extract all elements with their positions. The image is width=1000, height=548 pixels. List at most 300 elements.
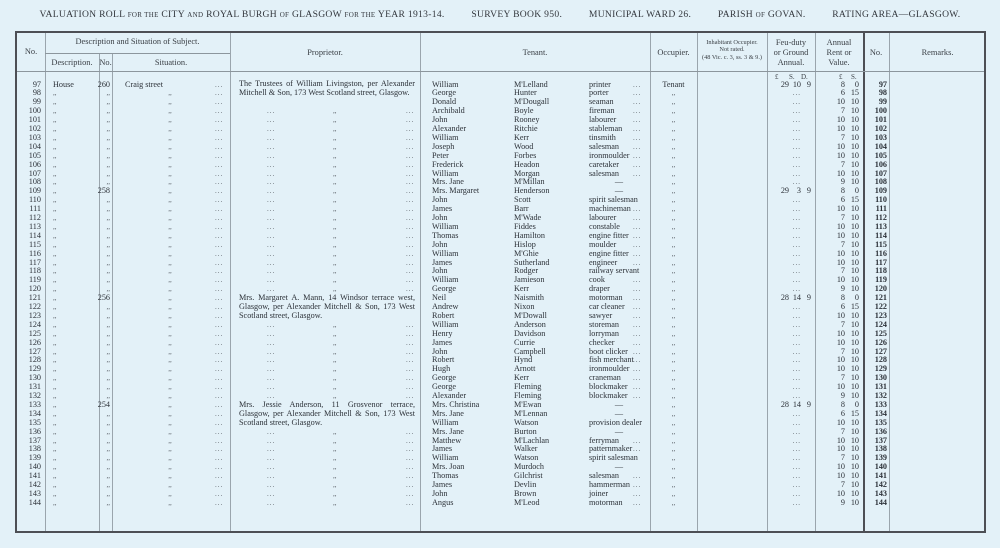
row-tenant-first: George (432, 88, 456, 98)
row-tenant-last: Henderson (514, 186, 550, 196)
row-tenant-first: Alexander (432, 391, 467, 400)
row-tenant-occupation: joiner (589, 488, 609, 498)
row-proprietor-dots-left: ... (267, 240, 276, 249)
row-tenant-first: Thomas (432, 230, 459, 240)
row-feu-pounds: ... (792, 409, 801, 418)
row-no-2: 105 (874, 150, 887, 160)
row-feu-pounds: ... (792, 89, 801, 98)
row-description: ,, (53, 320, 57, 329)
row-proprietor-ditto: ,, (333, 142, 337, 151)
row-rent-shillings: 10 (850, 266, 859, 276)
row-tenant-last: Hislop (514, 239, 536, 249)
row-no: 119 (29, 275, 41, 285)
row-rent-pounds: 10 (836, 435, 845, 445)
row-no-2: 103 (874, 132, 887, 142)
row-tenant-first: George (432, 382, 456, 392)
row-tenant-occupation: motorman (589, 293, 623, 303)
row-number: ,, (106, 383, 110, 392)
row-proprietor-dots-left: ... (267, 178, 276, 187)
row-proprietor-dots-right: ... (406, 116, 415, 125)
row-situation: ,, (168, 160, 172, 169)
row-tenant-occupation: patternmaker (589, 444, 633, 454)
row-occupier: ,, (671, 187, 676, 196)
row-number: ,, (106, 231, 110, 240)
row-no: 143 (28, 488, 41, 498)
row-proprietor-dots-right: ... (406, 338, 415, 347)
row-rent-shillings: 10 (850, 248, 859, 258)
row-rent-pounds: 9 (840, 391, 845, 400)
subheader-divider (45, 53, 230, 54)
row-rent-pounds: 8 (840, 399, 845, 409)
row-tenant-last: Campbell (514, 346, 546, 356)
row-proprietor-dots-right: ... (406, 240, 415, 249)
row-situation-dots: ... (215, 365, 224, 374)
row-situation-dots: ... (215, 107, 224, 116)
row-situation: ,, (168, 400, 172, 409)
row-number: ,, (106, 329, 110, 338)
row-rent-pounds: 10 (836, 382, 845, 392)
row-feu-pounds: ... (792, 240, 801, 249)
header-feu-line2: or Ground (773, 48, 809, 57)
header-inhabitant-occupier (697, 39, 767, 61)
row-situation: ,, (168, 240, 172, 249)
row-no-2: 138 (874, 444, 887, 454)
row-rent-pounds: 10 (836, 257, 845, 267)
row-situation-dots: ... (215, 427, 224, 436)
header-tenant: Tenant. (522, 48, 548, 57)
row-situation-dots: ... (215, 187, 224, 196)
row-proprietor-ditto: ,, (333, 107, 337, 116)
row-tenant-occupation: seaman (589, 97, 614, 107)
row-number: ,, (106, 311, 110, 320)
row-rent-pounds: 7 (840, 373, 845, 383)
row-occupier: ,, (671, 498, 676, 507)
row-feu-pounds: ... (792, 392, 801, 400)
row-tenant-last: Rooney (514, 115, 540, 125)
row-situation: ,, (168, 329, 172, 338)
row-proprietor-dots-right: ... (406, 463, 415, 472)
row-situation-dots: ... (215, 133, 224, 142)
row-no: 129 (28, 364, 41, 374)
row-situation: ,, (168, 196, 172, 205)
row-occupier: ,, (671, 329, 676, 338)
row-proprietor-dots-right: ... (406, 365, 415, 374)
row-occupier: ,, (671, 383, 676, 392)
row-rent-pounds: 10 (836, 488, 845, 498)
row-proprietor-dots-right: ... (406, 249, 415, 258)
row-proprietor-ditto: ,, (333, 276, 337, 285)
row-situation-dots: ... (215, 142, 224, 151)
row-tenant-last: Hunter (514, 88, 537, 98)
row-occupier: ,, (671, 107, 676, 116)
row-proprietor-ditto: ,, (333, 258, 337, 267)
header-remarks: Remarks. (921, 48, 954, 57)
header-inhabitant-line2: Not rated. (719, 46, 745, 54)
row-occupier: ,, (671, 169, 676, 178)
row-proprietor-ditto: ,, (333, 240, 337, 249)
row-tenant-last: Wood (514, 141, 534, 151)
row-tenant-occupation: salesman (589, 471, 620, 481)
row-situation-dots: ... (215, 116, 224, 125)
row-tenant-last: Walker (514, 444, 538, 454)
row-occupation-dots: ... (633, 125, 642, 133)
row-situation: ,, (168, 445, 172, 454)
row-proprietor-dots-right: ... (406, 222, 415, 231)
row-situation-dots: ... (215, 205, 224, 214)
row-occupation-dots: ... (633, 436, 642, 445)
row-rent-pounds: 10 (836, 337, 845, 347)
row-proprietor-ditto: ,, (333, 267, 337, 276)
row-feu-pounds: ... (792, 133, 801, 142)
header-rent-line3: Value. (828, 58, 850, 67)
row-proprietor-ditto: ,, (333, 214, 337, 222)
row-situation-dots: ... (215, 214, 224, 222)
row-rent-pounds: 7 (840, 132, 845, 142)
row-number: ,, (106, 125, 110, 133)
row-rent-pounds: 10 (836, 150, 845, 160)
row-tenant-occupation: fish merchant (589, 355, 634, 365)
row-no-2: 107 (874, 168, 887, 178)
row-proprietor-dots-left: ... (267, 347, 276, 356)
row-proprietor-dots-left: ... (267, 196, 276, 205)
row-tenant-first: John (432, 115, 448, 125)
row-description: ,, (53, 231, 57, 240)
header-rent-line1: Annual (826, 38, 852, 47)
row-no-2: 119 (875, 275, 887, 285)
row-feu-pounds: 28 (780, 399, 789, 409)
row-rent-shillings: 10 (850, 97, 859, 107)
row-proprietor-dots-right: ... (406, 231, 415, 240)
row-occupier: ,, (671, 338, 676, 347)
row-proprietor-dots-right: ... (406, 383, 415, 392)
row-occupation-dots: ... (633, 338, 642, 347)
row-situation-dots: ... (215, 454, 224, 463)
row-proprietor-dots-right: ... (406, 267, 415, 276)
row-description: ,, (53, 249, 57, 258)
row-number: ,, (106, 116, 110, 125)
row-no: 97 (32, 79, 41, 89)
row-tenant-occupation: — (614, 177, 624, 187)
row-situation: ,, (168, 489, 172, 498)
row-proprietor-dots-left: ... (267, 160, 276, 169)
row-occupier: ,, (671, 160, 676, 169)
row-no-2: 139 (874, 453, 887, 463)
row-feu-pounds: ... (792, 249, 801, 258)
row-feu-pounds: ... (792, 365, 801, 374)
row-feu-pounds: ... (792, 160, 801, 169)
row-number: ,, (106, 160, 110, 169)
row-proprietor-dots-left: ... (267, 374, 276, 383)
row-rent-pounds: 10 (836, 97, 845, 107)
row-feu-pounds: ... (792, 445, 801, 454)
row-occupation-dots: ... (633, 489, 642, 498)
row-description: ,, (53, 481, 57, 489)
row-no: 126 (28, 337, 41, 347)
header-feu-line1: Feu-duty (775, 38, 807, 47)
header-situation: Situation. (154, 58, 188, 67)
row-occupier: ,, (671, 463, 676, 472)
row-situation: ,, (168, 454, 172, 463)
row-proprietor-dots-right: ... (406, 205, 415, 214)
row-description: ,, (53, 356, 57, 365)
row-rent-shillings: 10 (850, 497, 859, 507)
row-tenant-first: John (432, 195, 448, 205)
row-description: ,, (53, 160, 57, 169)
row-rent-pounds: 10 (836, 168, 845, 178)
title-for-the-2: FOR THE (344, 11, 376, 19)
row-number: ,, (106, 427, 110, 436)
row-tenant-last: Watson (514, 417, 539, 427)
row-tenant-occupation: blockmaker (589, 391, 628, 400)
row-tenant-occupation: fireman (589, 106, 615, 116)
row-feu-pounds: ... (792, 267, 801, 276)
row-situation: ,, (168, 498, 172, 507)
row-proprietor-dots-left: ... (267, 276, 276, 285)
row-no-2: 102 (874, 124, 887, 133)
row-no: 132 (28, 391, 41, 400)
row-description: ,, (53, 400, 57, 409)
row-tenant-first: John (432, 239, 448, 249)
municipal-ward: MUNICIPAL WARD 26. (588, 9, 692, 20)
row-number: ,, (106, 249, 110, 258)
row-rent-pounds: 6 (840, 195, 845, 205)
row-occupier: ,, (671, 365, 676, 374)
row-tenant-first: Henry (432, 328, 453, 338)
row-proprietor-dots-left: ... (267, 107, 276, 116)
row-feu-shillings: 14 (792, 399, 801, 409)
row-rent-pounds: 7 (840, 213, 845, 222)
row-tenant-occupation: hammerman (589, 480, 630, 489)
row-rent-shillings: 10 (850, 204, 859, 214)
row-no-2: 140 (874, 462, 887, 472)
row-feu-pounds: ... (792, 311, 801, 320)
row-feu-pounds: ... (792, 142, 801, 151)
row-rent-pounds: 10 (836, 328, 845, 338)
row-occupier: ,, (671, 222, 676, 231)
row-tenant-first: James (432, 204, 453, 214)
row-situation: ,, (168, 347, 172, 356)
row-feu-pence: 9 (806, 79, 811, 89)
row-occupier: ,, (671, 116, 676, 125)
row-situation: ,, (168, 427, 172, 436)
row-feu-pounds: ... (792, 489, 801, 498)
row-occupation-dots: ... (633, 169, 642, 178)
row-rent-shillings: 10 (850, 221, 859, 231)
row-proprietor-ditto: ,, (333, 285, 337, 294)
row-occupation-dots: ... (633, 329, 642, 338)
row-tenant-last: Morgan (514, 168, 540, 178)
row-feu-pounds: 28 (780, 293, 789, 303)
row-feu-pounds: ... (792, 498, 801, 507)
row-occupation-dots: ... (633, 374, 642, 383)
row-rent-shillings: 10 (850, 328, 859, 338)
row-situation: ,, (168, 285, 172, 294)
row-tenant-first: Archibald (432, 106, 465, 116)
row-feu-pounds: 29 (780, 186, 789, 196)
row-feu-pounds: ... (792, 151, 801, 160)
row-tenant-occupation: stableman (589, 124, 623, 133)
row-number: 260 (97, 79, 110, 89)
row-rent-shillings: 10 (850, 444, 859, 454)
row-proprietor-ditto: ,, (333, 356, 337, 365)
row-feu-pounds: ... (792, 374, 801, 383)
row-tenant-occupation: salesman (589, 141, 620, 151)
row-situation-dots: ... (215, 303, 224, 311)
row-proprietor-dots-right: ... (406, 481, 415, 489)
row-proprietor-ditto: ,, (333, 383, 337, 392)
row-situation: ,, (168, 338, 172, 347)
row-feu-pence: 9 (806, 399, 811, 409)
row-occupation-dots: ... (633, 231, 642, 240)
row-situation: ,, (168, 472, 172, 481)
row-proprietor-dots-right: ... (406, 187, 415, 196)
row-situation-dots: ... (215, 125, 224, 133)
row-tenant-last: Arnott (514, 364, 536, 374)
row-tenant-first: Matthew (432, 435, 462, 445)
row-proprietor-ditto: ,, (333, 187, 337, 196)
row-situation: ,, (168, 374, 172, 383)
row-number: ,, (106, 142, 110, 151)
row-rent-shillings: 0 (854, 293, 859, 303)
row-no: 140 (28, 462, 41, 472)
row-occupier: ,, (671, 409, 676, 418)
row-proprietor-dots-left: ... (267, 285, 276, 294)
row-feu-pounds: ... (792, 338, 801, 347)
row-rent-pounds: 10 (836, 310, 845, 320)
row-tenant-last: Fleming (514, 391, 542, 400)
row-number: ,, (106, 196, 110, 205)
row-situation-dots: ... (215, 463, 224, 472)
row-feu-pounds: ... (792, 285, 801, 294)
row-rent-pounds: 10 (836, 221, 845, 231)
row-description: ,, (53, 258, 57, 267)
header-occupier: Occupier. (657, 48, 690, 57)
row-situation-dots: ... (215, 196, 224, 205)
row-situation: ,, (168, 463, 172, 472)
feu-shilling-unit: S. (789, 73, 795, 81)
row-occupation-dots: ... (633, 498, 642, 507)
row-proprietor-dots-left: ... (267, 222, 276, 231)
row-tenant-first: William (432, 453, 459, 463)
row-feu-pounds: ... (792, 125, 801, 133)
row-rent-shillings: 10 (850, 284, 859, 294)
row-occupier: Tenant (662, 79, 685, 89)
row-rent-shillings: 10 (850, 462, 859, 472)
row-feu-pounds: ... (792, 463, 801, 472)
row-no-2: 134 (874, 408, 887, 418)
row-tenant-last: Naismith (514, 293, 545, 303)
row-occupier: ,, (671, 142, 676, 151)
row-tenant-occupation: craneman (589, 373, 621, 383)
row-number: ,, (106, 89, 110, 98)
row-feu-pence: 9 (806, 293, 811, 303)
row-no: 105 (28, 150, 41, 160)
row-feu-pounds: ... (792, 258, 801, 267)
row-proprietor-ditto: ,, (333, 472, 337, 481)
row-occupation-dots: ... (633, 107, 642, 116)
row-rent-pounds: 9 (840, 177, 845, 187)
row-occupation-dots: ... (633, 294, 642, 303)
row-rent-pounds: 10 (836, 355, 845, 365)
row-occupation-dots: ... (633, 89, 642, 98)
header-inhabitant-line3: (48 Vic. c. 3, ss. 3 & 9.) (701, 53, 763, 61)
feu-pound-unit: £ (775, 73, 779, 81)
row-tenant-last: M'Millan (514, 177, 545, 187)
row-rent-shillings: 10 (850, 239, 859, 249)
row-rent-shillings: 10 (850, 346, 859, 356)
header-inhabitant-line1: Inhabitant Occupier. (706, 39, 758, 46)
row-number: ,, (106, 409, 110, 418)
row-situation-dots: ... (215, 347, 224, 356)
row-situation: ,, (168, 481, 172, 489)
row-no-2: 100 (874, 106, 887, 116)
row-proprietor-ditto: ,, (333, 392, 337, 400)
row-no-2: 109 (874, 186, 887, 196)
row-no: 114 (29, 230, 41, 240)
row-no: 104 (28, 141, 41, 151)
row-proprietor-ditto: ,, (333, 169, 337, 178)
row-tenant-occupation: caretaker (589, 159, 619, 169)
row-no-2: 144 (874, 497, 887, 507)
row-description: ,, (53, 463, 57, 472)
row-tenant-occupation: boot clicker (589, 346, 628, 356)
row-feu-pounds: ... (792, 107, 801, 116)
row-tenant-last: Headon (514, 159, 540, 169)
row-rent-shillings: 10 (850, 213, 859, 222)
row-no-2: 121 (874, 293, 887, 303)
row-tenant-first: James (432, 480, 453, 489)
row-situation-dots: ... (215, 285, 224, 294)
row-tenant-last: M'Dougall (514, 97, 550, 107)
row-tenant-first: Alexander (432, 124, 467, 133)
row-situation-dots: ... (215, 294, 224, 303)
row-description: ,, (53, 107, 57, 116)
row-no: 107 (28, 168, 41, 178)
row-number: ,, (106, 276, 110, 285)
row-proprietor-dots-left: ... (267, 142, 276, 151)
row-proprietor-dots-right: ... (406, 498, 415, 507)
row-rent-shillings: 10 (850, 417, 859, 427)
row-feu-pounds: ... (792, 231, 801, 240)
row-no-2: 136 (874, 426, 887, 436)
row-number: ,, (106, 481, 110, 489)
rating-area: RATING AREA—GLASGOW. (832, 9, 961, 20)
row-proprietor-dots-right: ... (406, 320, 415, 329)
row-no: 109 (28, 186, 41, 196)
row-rent-shillings: 10 (850, 453, 859, 463)
row-proprietor-dots-right: ... (406, 374, 415, 383)
row-tenant-occupation: — (614, 399, 624, 409)
row-occupation-dots: ... (633, 160, 642, 169)
row-proprietor-dots-right: ... (406, 285, 415, 294)
row-tenant-occupation: tinsmith (589, 132, 616, 142)
row-tenant-first: William (432, 275, 459, 285)
row-tenant-occupation: engine fitter (589, 230, 629, 240)
row-number: ,, (106, 240, 110, 249)
row-description: ,, (53, 374, 57, 383)
row-tenant-last: Nixon (514, 302, 535, 311)
row-rent-shillings: 10 (850, 159, 859, 169)
row-tenant-first: James (432, 337, 453, 347)
row-tenant-first: James (432, 257, 453, 267)
row-tenant-first: William (432, 221, 459, 231)
row-tenant-occupation: labourer (589, 115, 617, 125)
row-tenant-first: Donald (432, 97, 457, 107)
row-rent-pounds: 10 (836, 417, 845, 427)
row-occupier: ,, (671, 445, 676, 454)
row-occupation-dots: ... (633, 142, 642, 151)
row-tenant-first: William (432, 248, 459, 258)
